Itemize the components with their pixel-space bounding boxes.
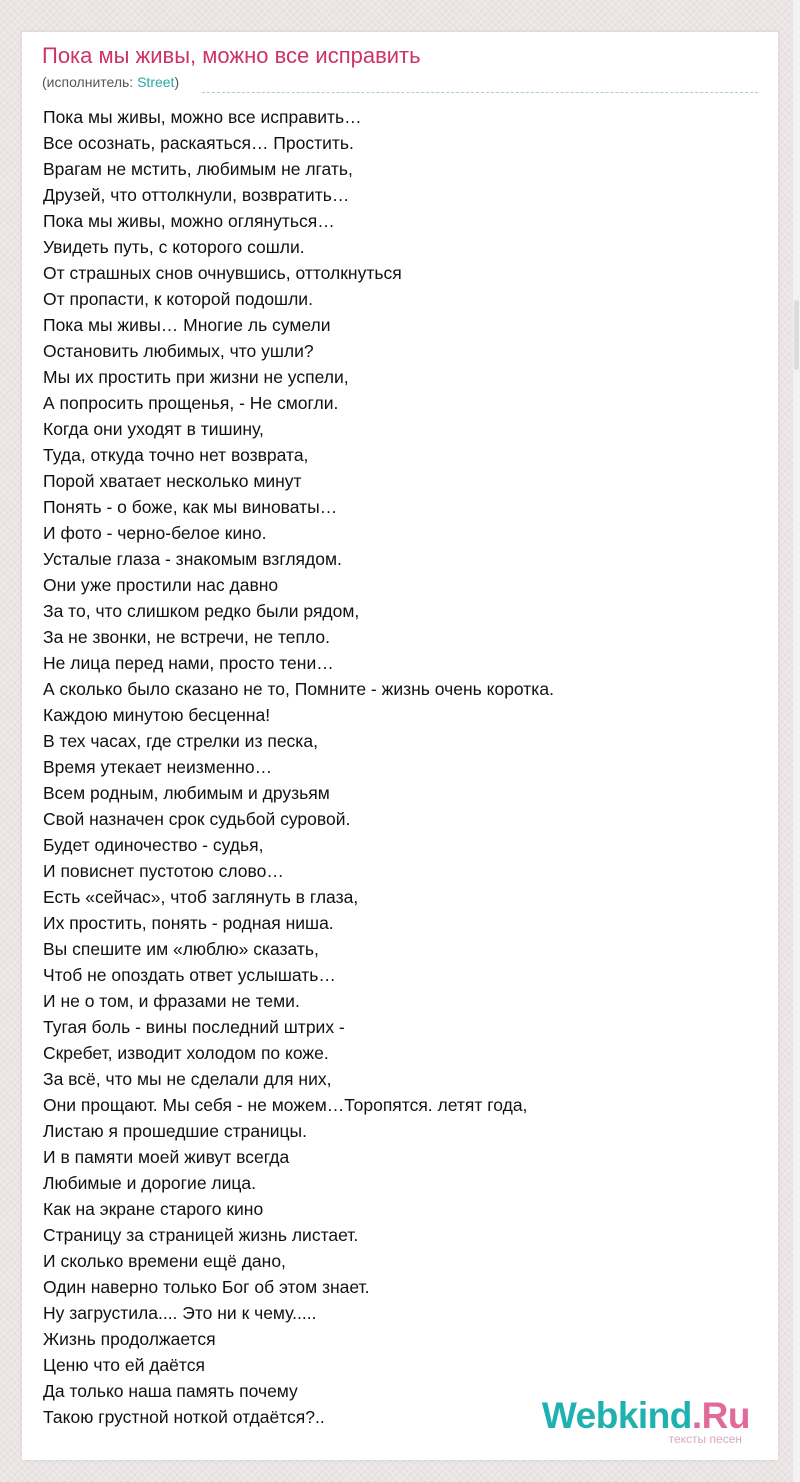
lyric-line: Свой назначен срок судьбой суровой. (43, 809, 351, 829)
lyric-line: Все осознать, раскаяться… Простить. (43, 133, 354, 153)
site-logo[interactable] (541, 1395, 750, 1446)
lyric-line: Время утекает неизменно… (43, 757, 273, 777)
logo-tld: .Ru (691, 1395, 750, 1436)
lyric-line: Туда, откуда точно нет возврата, (43, 445, 309, 465)
logo-tagline: тексты песен (668, 1432, 742, 1446)
lyric-line: Всем родным, любимым и друзьям (43, 783, 330, 803)
lyric-line: Каждою минутою бесценна! (43, 705, 271, 725)
lyric-line: И в памяти моей живут всегда (43, 1147, 290, 1167)
lyric-line: Жизнь продолжается (43, 1329, 216, 1349)
lyric-line: Такою грустной ноткой отдаётся?.. (43, 1407, 325, 1427)
lyric-line: За всё, что мы не сделали для них, (43, 1069, 332, 1089)
lyric-line: Ценю что ей даётся (43, 1355, 205, 1375)
lyric-line: Порой хватает несколько минут (43, 471, 302, 491)
lyric-line: И сколько времени ещё дано, (43, 1251, 286, 1271)
lyric-line: Чтоб не опоздать ответ услышать… (43, 965, 336, 985)
lyric-line: Тугая боль - вины последний штрих - (43, 1017, 345, 1037)
lyric-line: Они уже простили нас давно (43, 575, 279, 595)
lyric-line: Один наверно только Бог об этом знает. (43, 1277, 370, 1297)
lyric-line: И фото - черно-белое кино. (43, 523, 267, 543)
lyric-line: Понять - о боже, как мы виноваты… (43, 497, 338, 517)
lyric-line: Будет одиночество - судья, (43, 835, 264, 855)
lyric-line: В тех часах, где стрелки из песка, (43, 731, 318, 751)
artist-prefix: (исполнитель: (42, 74, 138, 90)
lyric-line: Есть «сейчас», чтоб заглянуть в глаза, (43, 887, 359, 907)
artist-suffix: ) (174, 74, 180, 90)
logo-wordmark (542, 1396, 750, 1436)
artist-link[interactable]: Street (137, 74, 175, 90)
lyric-line: Вы спешите им «люблю» сказать, (43, 939, 319, 959)
lyric-line: А сколько было сказано не то, Помните - жизнь очень коротка. (43, 679, 554, 699)
lyric-line: Пока мы живы… Многие ль сумели (43, 315, 331, 335)
scrollbar-thumb[interactable] (794, 300, 799, 370)
logo-name: Webkind (541, 1395, 692, 1436)
song-title: Пока мы живы, можно все исправить (42, 43, 421, 68)
lyric-line: Они прощают. Мы себя - не можем…Торопятся. летят года, (43, 1095, 528, 1115)
lyric-line: Усталые глаза - знакомым взглядом. (43, 549, 342, 569)
lyric-line: Страницу за страницей жизнь листает. (43, 1225, 359, 1245)
lyric-line: Пока мы живы, можно все исправить… (43, 107, 362, 127)
lyric-line: Увидеть путь, с которого сошли. (43, 237, 305, 257)
lyric-line: Пока мы живы, можно оглянуться… (43, 211, 335, 231)
lyric-line: Врагам не мстить, любимым не лгать, (43, 159, 353, 179)
lyrics-card (22, 32, 778, 1460)
lyric-line: Их простить, понять - родная ниша. (43, 913, 334, 933)
lyric-line: А попросить прощенья, - Не смогли. (43, 393, 339, 413)
lyric-line: Скребет, изводит холодом по коже. (43, 1043, 329, 1063)
lyric-line: Когда они уходят в тишину, (43, 419, 264, 439)
lyric-line: Да только наша память почему (43, 1381, 298, 1401)
lyric-line: И повиснет пустотою слово… (43, 861, 284, 881)
lyric-line: За то, что слишком редко были рядом, (43, 601, 360, 621)
lyric-line: Как на экране старого кино (43, 1199, 264, 1219)
lyric-line: Мы их простить при жизни не успели, (43, 367, 349, 387)
lyric-line: Листаю я прошедшие страницы. (43, 1121, 307, 1141)
lyrics-text (43, 104, 763, 1430)
lyric-line: Не лица перед нами, просто тени… (43, 653, 334, 673)
lyric-line: От пропасти, к которой подошли. (43, 289, 313, 309)
lyric-line: Любимые и дорогие лица. (43, 1173, 257, 1193)
lyric-line: За не звонки, не встречи, не тепло. (43, 627, 331, 647)
lyric-line: И не о том, и фразами не теми. (43, 991, 300, 1011)
lyric-line: Остановить любимых, что ушли? (43, 341, 314, 361)
lyric-line: Друзей, что оттолкнули, возвратить… (43, 185, 350, 205)
header-divider (202, 92, 758, 93)
lyric-line: От страшных снов очнувшись, оттолкнуться (43, 263, 402, 283)
artist-line (42, 74, 179, 90)
page-scrollbar[interactable] (793, 0, 800, 1482)
lyric-line: Ну загрустила.... Это ни к чему..... (43, 1303, 317, 1323)
